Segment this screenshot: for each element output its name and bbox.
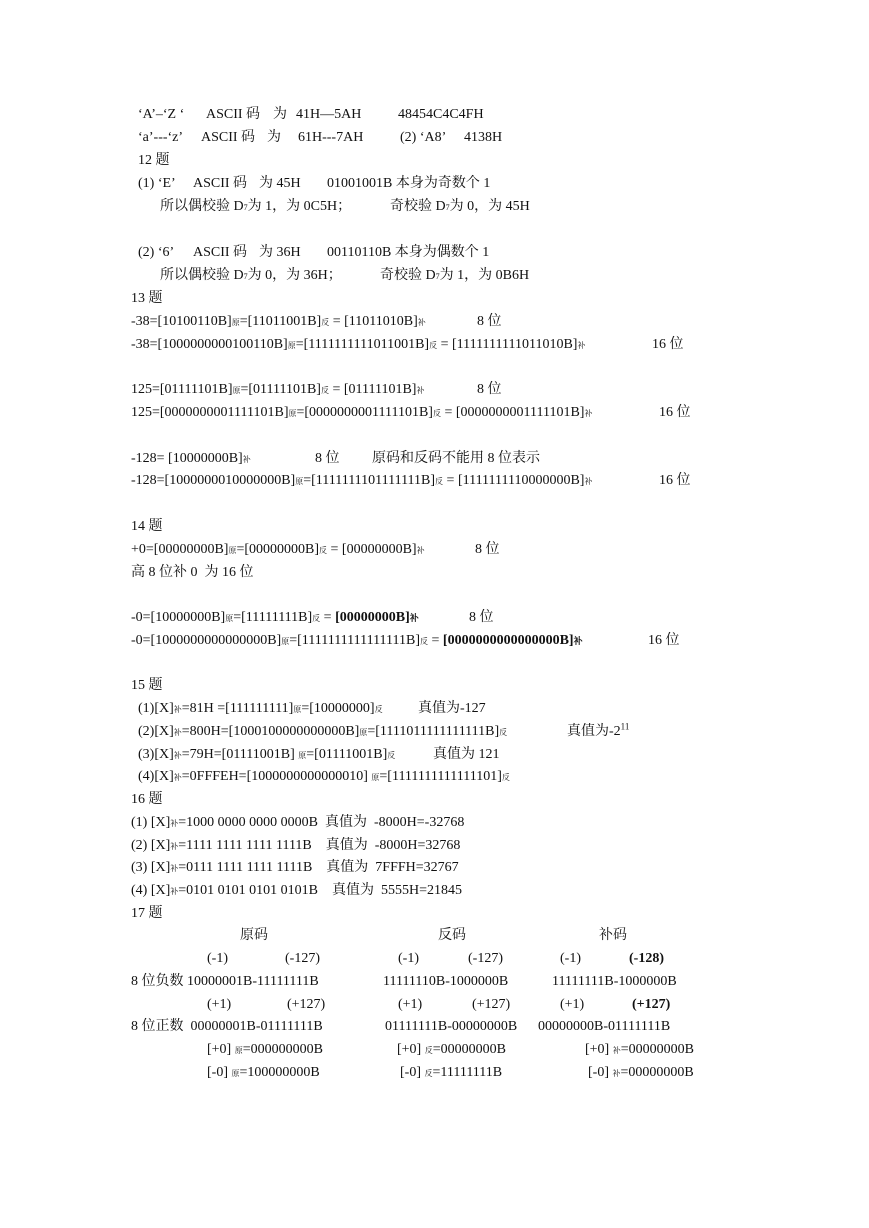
q12-p2-hex: 为 36H <box>259 245 301 260</box>
q15-row2-value: 真值为$-2^{11}$ <box>567 721 630 739</box>
q12-p1-note-odd: 奇校验 D7为 0，为 45H <box>390 199 530 214</box>
q17-pos-val-bold: (+127) <box>632 997 671 1012</box>
q13-row6-bits: 16 位 <box>659 473 691 488</box>
q17-minus0-yuan: [-0] 原=100000000B <box>207 1065 320 1080</box>
q13-row3-bits: 8 位 <box>477 382 502 397</box>
q15-title: 15 题 <box>131 678 163 693</box>
q15-row4: (4)[X]补=0FFFEH=[1000000000000010] 原=[1111111111111101]反 <box>138 769 510 784</box>
q17-neg-val: (-1) <box>207 951 228 966</box>
q15-row1: (1)[X]补=81H =[111111111]原=[10000000]反 <box>138 701 383 716</box>
q13-title: 13 题 <box>131 291 163 306</box>
q17-neg-val: (-1) <box>398 951 419 966</box>
q17-title: 17 题 <box>131 906 163 921</box>
q12-p1-char: (1) ‘E’ <box>138 176 176 191</box>
q13-row1-bits: 8 位 <box>477 314 502 329</box>
q12-p1-bin: 01001001B 本身为奇数个 1 <box>327 176 491 191</box>
q17-neg-val: (-127) <box>285 951 320 966</box>
q17-header-fanma: 反码 <box>438 928 466 943</box>
q17-minus0-fan: [-0] 反=11111111B <box>400 1065 503 1080</box>
q16-title: 16 题 <box>131 792 163 807</box>
q15-row3-value: 真值为 121 <box>433 747 500 762</box>
ascii-a8-label: (2) ‘A8’ <box>400 130 447 145</box>
q17-pos-row-fan: 01111111B-00000000B <box>385 1019 518 1034</box>
q15-row2: (2)[X]补=800H=[1000100000000000B]原=[1111011111111111B]反 <box>138 724 508 739</box>
q14-row3-bits: 8 位 <box>469 610 494 625</box>
q17-neg-val: (-127) <box>468 951 503 966</box>
ascii-a8-value: 4138H <box>464 130 503 145</box>
q12-title: 12 题 <box>138 153 170 168</box>
q17-plus0-bu: [+0] 补=00000000B <box>585 1042 694 1057</box>
q12-p2-char: (2) ‘6’ <box>138 245 175 260</box>
ascii-lower-range: ‘a’---‘z’ <box>138 130 184 145</box>
q16-row2: (2) [X]补=1111 1111 1111 1111B 真值为 -8000H=32768 <box>131 838 461 853</box>
q17-plus0-yuan: [+0] 原=000000000B <box>207 1042 323 1057</box>
ascii-upper-hello: 48454C4C4FH <box>398 107 484 122</box>
q14-row2: 高 8 位补 0 为 16 位 <box>131 565 254 580</box>
q17-header-buma: 补码 <box>599 928 627 943</box>
q14-row4-bits: 16 位 <box>648 633 680 648</box>
q13-row5-bits: 8 位 <box>315 451 340 466</box>
q14-row4: -0=[1000000000000000B]原=[1111111111111111B]反 = [0000000000000000B]补 <box>131 633 583 648</box>
ascii-upper-label: ASCII 码 <box>206 107 261 122</box>
q16-row3: (3) [X]补=0111 1111 1111 1111B 真值为 7FFFH=32767 <box>131 860 459 875</box>
q17-header-yuanma: 原码 <box>240 928 268 943</box>
q14-title: 14 题 <box>131 519 163 534</box>
ascii-lower-wei: 为 <box>267 130 281 145</box>
q12-p2-bin: 00110110B 本身为偶数个 1 <box>327 245 490 260</box>
q15-row3: (3)[X]补=79H=[01111001B] 原=[01111001B]反 <box>138 747 396 762</box>
q12-p1-hex: 为 45H <box>259 176 301 191</box>
q13-row1: -38=[10100110B]原=[11011001B]反 = [11011010B]补 <box>131 314 426 329</box>
q13-row2: -38=[1000000000100110B]原=[1111111111011001B]反 = [1111111111011010B]补 <box>131 337 586 352</box>
q17-plus0-fan: [+0] 反=00000000B <box>397 1042 506 1057</box>
q16-row4: (4) [X]补=0101 0101 0101 0101B 真值为 5555H=21845 <box>131 883 463 898</box>
q12-p2-label: ASCII 码 <box>193 245 248 260</box>
q13-row6: -128=[1000000010000000B]原=[1111111101111111B]反 = [1111111110000000B]补 <box>131 473 593 488</box>
q13-row4: 125=[0000000001111101B]原=[0000000001111101B]反 = [0000000001111101B]补 <box>131 405 593 420</box>
ascii-upper-range: ‘A’–‘Z ‘ <box>138 107 185 122</box>
q17-pos-row-bu: 00000000B-01111111B <box>538 1019 671 1034</box>
q13-row3: 125=[01111101B]原=[01111101B]反 = [01111101B]补 <box>131 382 425 397</box>
ascii-upper-wei: 为 <box>273 107 287 122</box>
q14-row1: +0=[00000000B]原=[00000000B]反 = [00000000B]补 <box>131 542 425 557</box>
q17-pos-val: (+127) <box>472 997 511 1012</box>
q17-neg-row-fan: 11111110B-1000000B <box>383 974 509 989</box>
q17-neg-row-bu: 11111111B-1000000B <box>552 974 677 989</box>
q13-row2-bits: 16 位 <box>652 337 684 352</box>
q17-neg-row-yuan: 8 位负数 10000001B-11111111B <box>131 974 319 989</box>
q17-pos-row-yuan: 8 位正数 00000001B-01111111B <box>131 1019 323 1034</box>
q12-p2-note-even: 所以偶校验 D7为 0，为 36H； <box>160 268 342 283</box>
q12-p1-note-even: 所以偶校验 D7为 1，为 0C5H； <box>160 199 352 214</box>
q15-row1-value: 真值为-127 <box>418 701 486 716</box>
q16-row1: (1) [X]补=1000 0000 0000 0000B 真值为 -8000H=-32768 <box>131 815 465 830</box>
ascii-lower-hex: 61H---7AH <box>298 130 364 145</box>
q12-p1-label: ASCII 码 <box>193 176 248 191</box>
q14-row1-bits: 8 位 <box>475 542 500 557</box>
q13-row5: -128= [10000000B]补 <box>131 451 251 466</box>
q17-pos-val: (+1) <box>560 997 585 1012</box>
q17-pos-val: (+1) <box>207 997 232 1012</box>
ascii-upper-hex: 41H—5AH <box>296 107 362 122</box>
q17-neg-val: (-1) <box>560 951 581 966</box>
q17-minus0-bu: [-0] 补=00000000B <box>588 1065 694 1080</box>
q17-neg-val-bold: (-128) <box>629 951 664 966</box>
q14-row3: -0=[10000000B]原=[11111111B]反 = [00000000B]补 <box>131 610 419 625</box>
q13-row5-note: 原码和反码不能用 8 位表示 <box>372 451 540 466</box>
q17-pos-val: (+1) <box>398 997 423 1012</box>
ascii-lower-label: ASCII 码 <box>201 130 256 145</box>
q13-row4-bits: 16 位 <box>659 405 691 420</box>
q17-pos-val: (+127) <box>287 997 326 1012</box>
q12-p2-note-odd: 奇校验 D7为 1，为 0B6H <box>380 268 530 283</box>
